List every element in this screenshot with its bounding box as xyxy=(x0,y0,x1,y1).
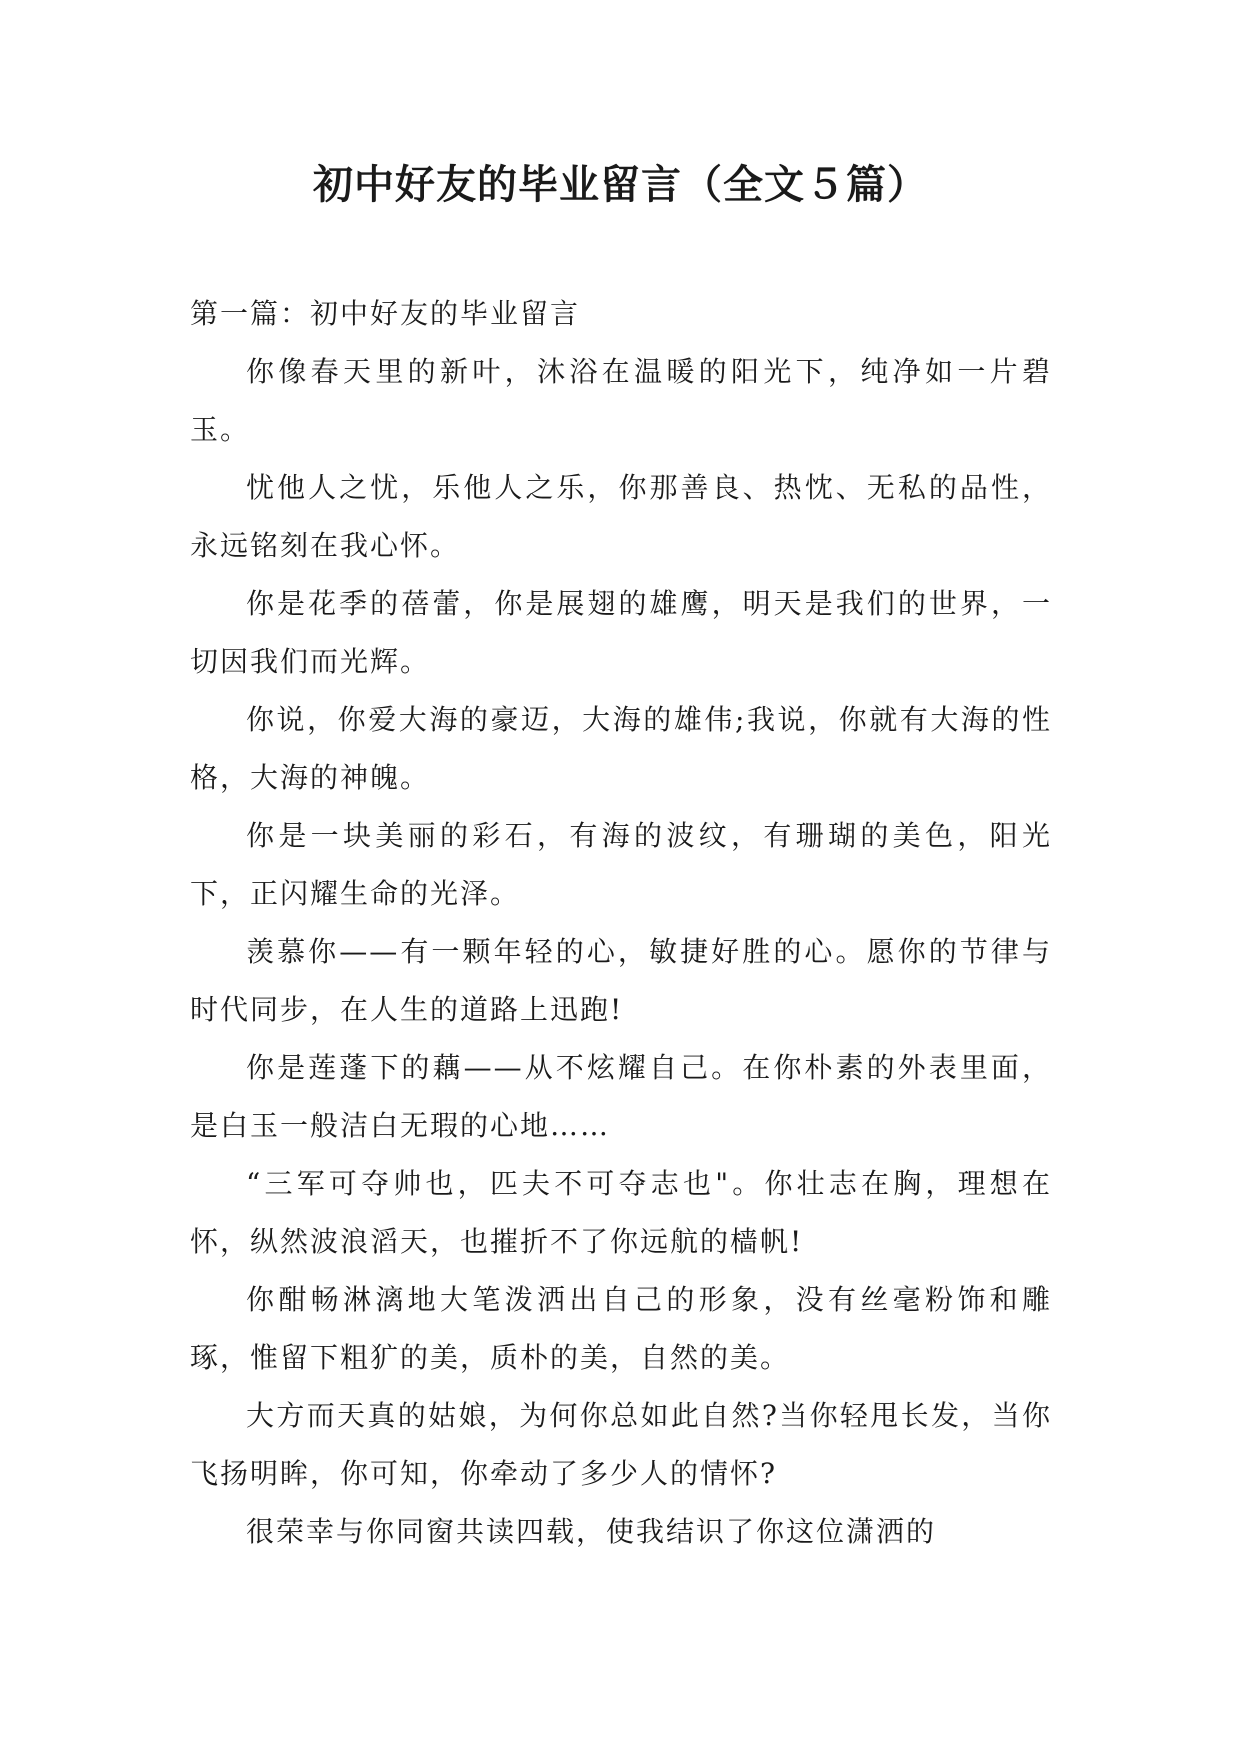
paragraph: “三军可夺帅也，匹夫不可夺志也"。你壮志在胸，理想在怀，纵然波浪滔天，也摧折不了你远航的樯帆! xyxy=(190,1167,1052,1258)
paragraph: 你说，你爱大海的豪迈，大海的雄伟;我说，你就有大海的性格，大海的神魄。 xyxy=(190,703,1052,794)
paragraph: 你是莲蓬下的藕——从不炫耀自己。在你朴素的外表里面，是白玉一般洁白无瑕的心地…… xyxy=(190,1051,1052,1142)
paragraph: 忧他人之忧，乐他人之乐，你那善良、热忱、无私的品性，永远铭刻在我心怀。 xyxy=(190,471,1052,562)
paragraph: 你像春天里的新叶，沐浴在温暖的阳光下，纯净如一片碧玉。 xyxy=(190,355,1052,446)
document-title: 初中好友的毕业留言（全文５篇） xyxy=(313,161,928,208)
paragraph: 很荣幸与你同窗共读四载，使我结识了你这位潇洒的 xyxy=(246,1515,937,1548)
paragraph: 你是一块美丽的彩石，有海的波纹，有珊瑚的美色，阳光下，正闪耀生命的光泽。 xyxy=(190,819,1052,910)
section-heading: 第一篇：初中好友的毕业留言 xyxy=(190,297,581,330)
paragraph: 羡慕你——有一颗年轻的心，敏捷好胜的心。愿你的节律与时代同步，在人生的道路上迅跑! xyxy=(190,935,1052,1026)
paragraph: 大方而天真的姑娘，为何你总如此自然?当你轻甩长发，当你飞扬明眸，你可知，你牵动了多少人的情怀? xyxy=(190,1399,1052,1490)
paragraph: 你是花季的蓓蕾，你是展翅的雄鹰，明天是我们的世界，一切因我们而光辉。 xyxy=(190,587,1052,678)
paragraph: 你酣畅淋漓地大笔泼洒出自己的形象，没有丝毫粉饰和雕琢，惟留下粗犷的美，质朴的美，自然的美。 xyxy=(190,1283,1052,1374)
document-body xyxy=(190,285,1052,1561)
